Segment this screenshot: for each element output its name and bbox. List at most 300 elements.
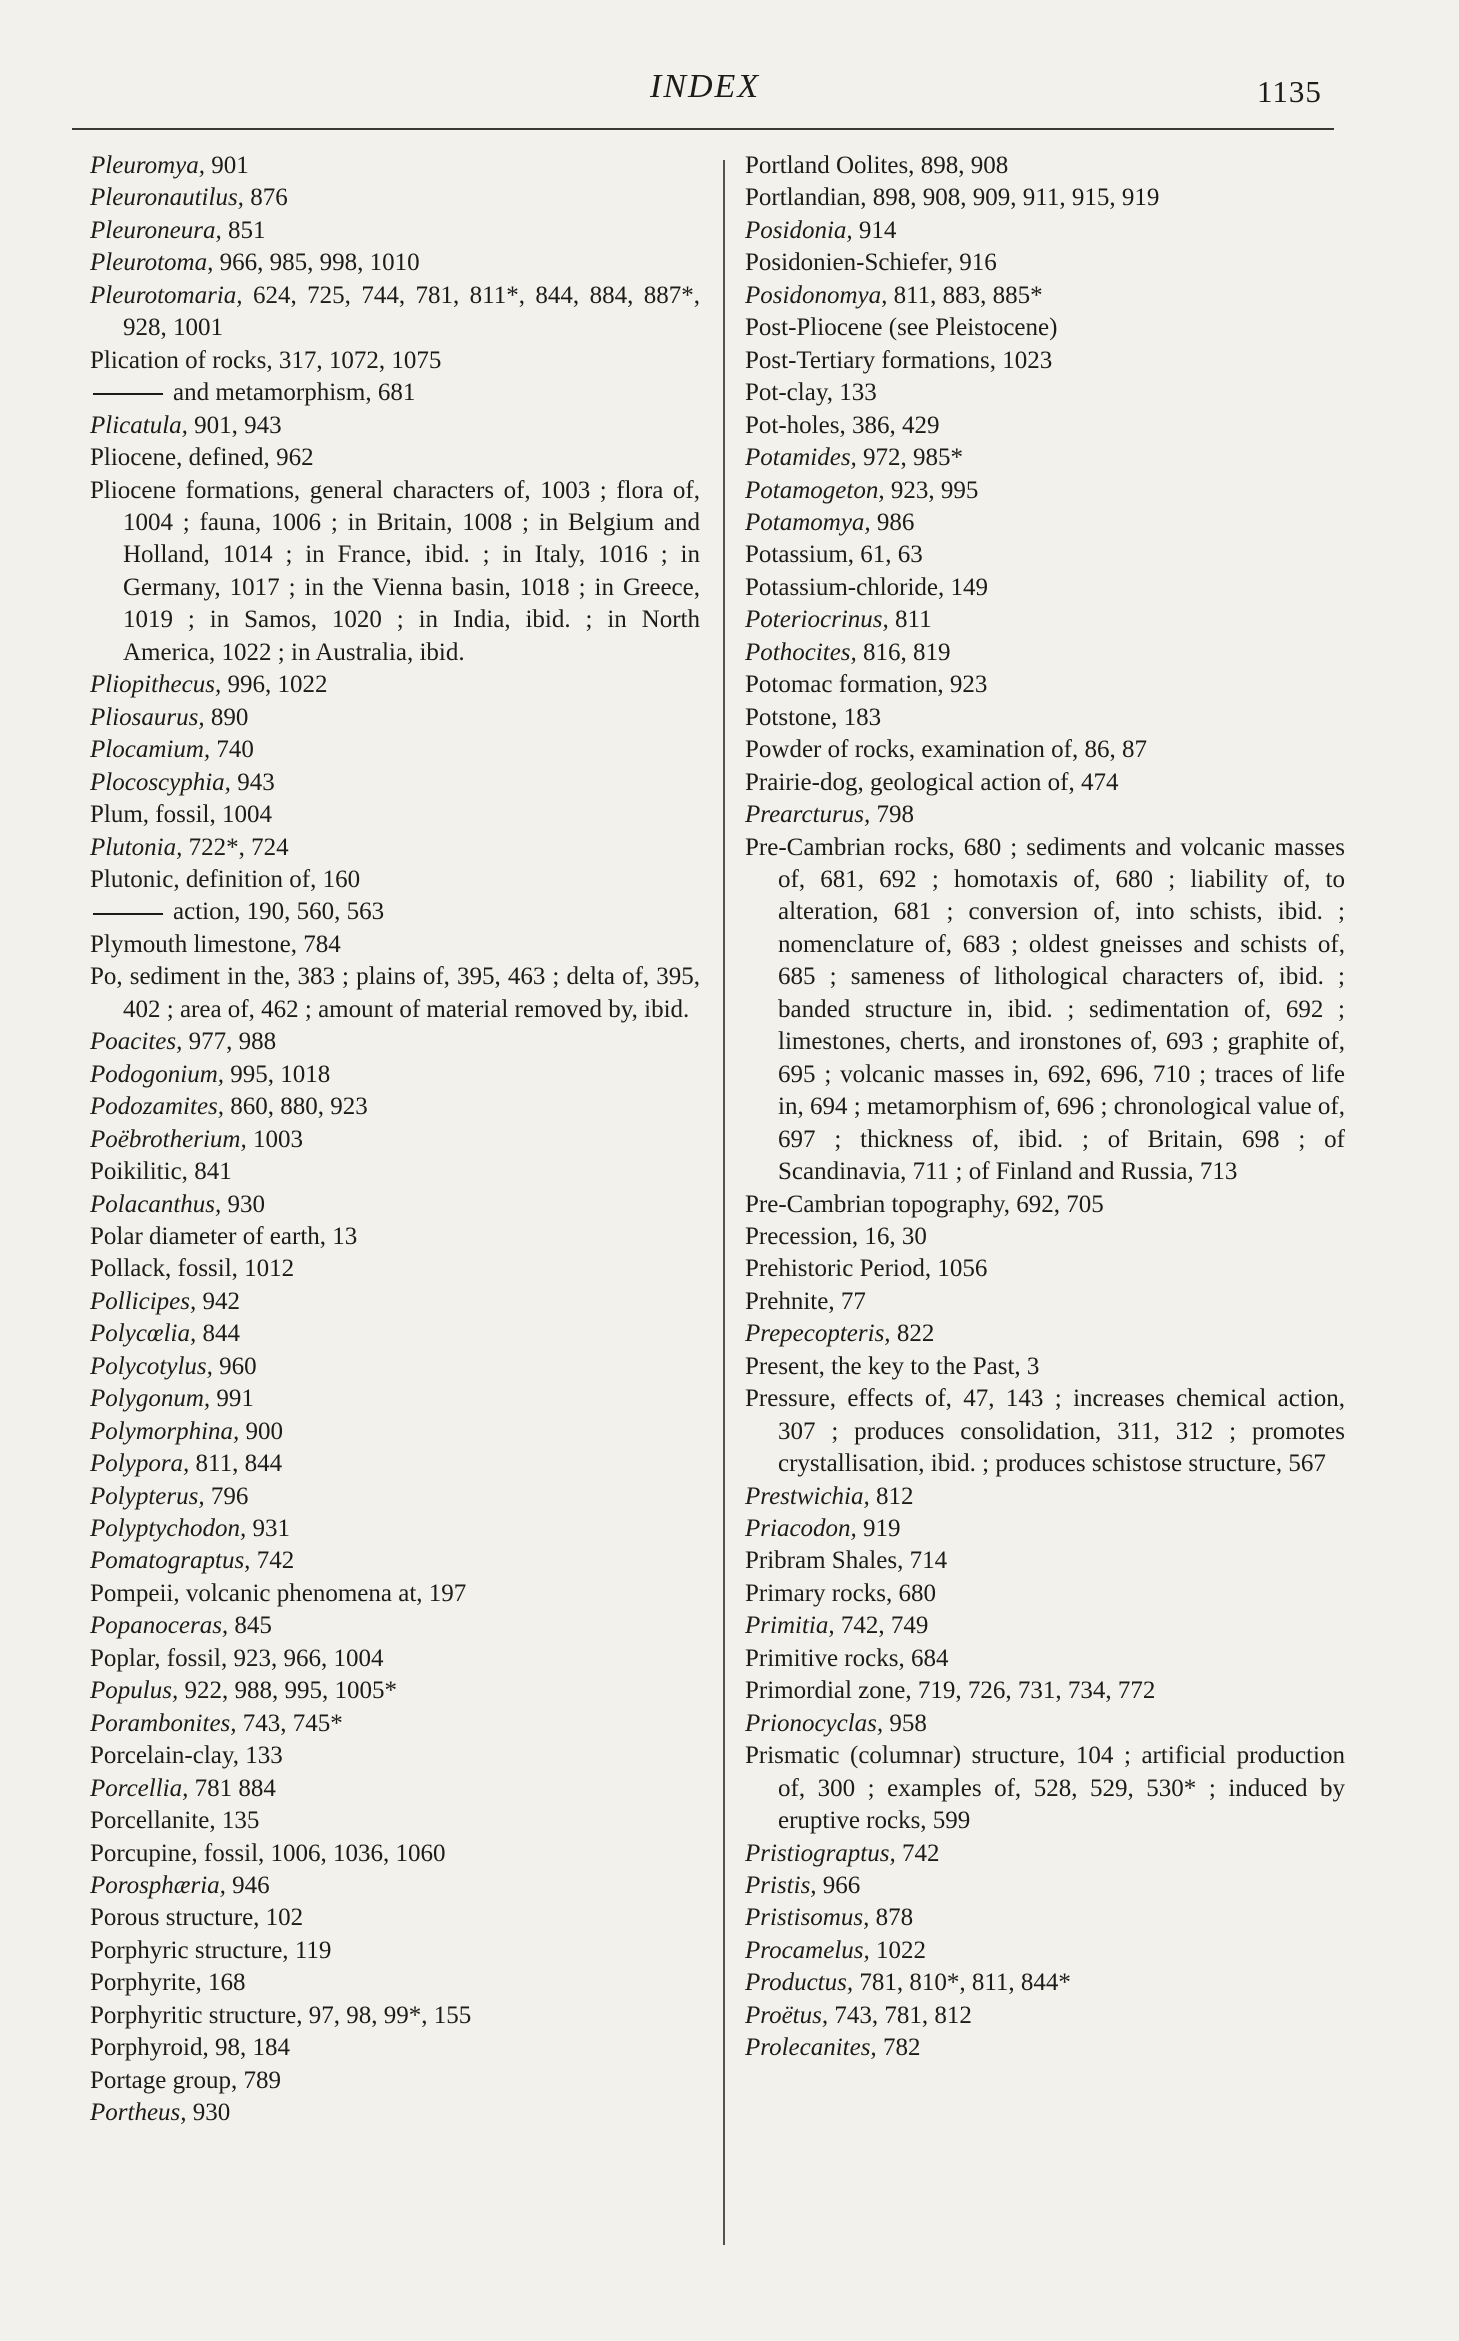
index-term: Polypterus, [90,1482,205,1510]
index-refs: 851 [221,216,266,244]
index-entry [745,1578,1345,1610]
index-refs: 784 [296,930,341,958]
index-entry [90,1967,700,1999]
index-term: Poikilitic, [90,1158,188,1186]
index-refs: 946 [225,1872,270,1900]
index-refs: 811, 844 [189,1450,283,1478]
index-refs: 962 [269,444,314,472]
index-entry [745,1221,1345,1253]
index-term: Pot-holes, [745,411,846,439]
index-refs: 943 [230,768,275,796]
index-entry [90,832,700,864]
index-entry [745,669,1345,701]
index-entry [90,1838,700,1870]
index-refs: 876 [243,184,288,212]
index-refs: 684 [904,1644,949,1672]
index-term: Prearcturus, [745,801,871,829]
index-entry [90,1643,700,1675]
index-term: Plocamium, [90,736,211,764]
index-entry [90,896,700,928]
index-refs: 97, 98, 99*, 155 [302,2001,472,2029]
index-term: Polycœlia, [90,1320,197,1348]
index-entry [90,1318,700,1350]
index-term: Portlandian, [745,184,867,212]
index-entry [90,1740,700,1772]
index-entry [745,604,1345,636]
index-refs: 190, 560, 563 [240,898,385,926]
index-entry [90,767,700,799]
index-refs: 812 [869,1482,914,1510]
index-entry [745,247,1345,279]
index-refs: 923, 966, 1004 [227,1644,384,1672]
index-term: Portage group, [90,2066,238,2094]
index-entry [90,1059,700,1091]
index-refs: 966 [816,1872,861,1900]
index-entry [745,539,1345,571]
index-term: Prehnite, [745,1287,835,1315]
index-refs: 782 [876,2034,921,2062]
index-refs: 811, 883, 885* [887,281,1043,309]
index-refs: 719, 726, 731, 734, 772 [911,1677,1156,1705]
index-refs: 995, 1018 [224,1060,331,1088]
index-term: Pollack, fossil, [90,1255,238,1283]
index-entry [90,150,700,182]
index-term: Popanoceras, [90,1612,229,1640]
index-entry [745,1253,1345,1285]
index-term: Portland Oolites, [745,152,915,179]
index-term: Powder of rocks, examination of, [745,736,1079,764]
index-refs: 781 884 [188,1774,276,1802]
index-entry [90,1221,700,1253]
index-entry [90,1773,700,1805]
index-term: Pot-clay, [745,379,833,407]
index-entry [745,1643,1345,1675]
index-term: Podogonium, [90,1060,225,1088]
index-term: Plutonia, [90,833,183,861]
index-entry [90,1675,700,1707]
index-term: Plutonic, definition of, [90,865,317,893]
index-refs: 119 [288,1936,332,1964]
index-term: Porphyrite, [90,1969,202,1997]
index-term: Plication of rocks, [90,346,273,374]
index-term: Pliocene formations, general characters of, [90,476,531,504]
index-term: Porosphæria, [90,1872,226,1900]
index-entry [90,702,700,734]
index-entry [90,1351,700,1383]
index-term: Pleurotoma, [90,249,214,277]
index-refs: 680 ; sediments and volcanic masses of, 681, 692 ; homotaxis of, 680 ; liability of, to alteration, 681 ; conversion of, into schists, ibid. ; nomenclature of, 683 ; oldest gneisses and schists of, 685 ; sameness of lithological characters of, ibid. ; banded structure in, ibid. ; sedimentation of, 692 ; limestones, cherts, and ironstones of, 693 ; graphite of, 695 ; volcanic masses in, 692, 696, 710 ; traces of life in, 694 ; metamorphism of, 696 ; chronological value of, 697 ; thickness of, ibid. ; of Britain, 698 ; of Scandinavia, 711 ; of Finland and Russia, 713 [778,833,1345,1186]
header-rule [72,128,1334,130]
column-divider [723,160,725,2245]
index-entry [745,1318,1345,1350]
index-term: Porphyritic structure, [90,2001,303,2029]
index-entry [745,702,1345,734]
index-entry [745,475,1345,507]
index-refs: 923, 995 [884,476,979,504]
index-entry [745,2000,1345,2032]
index-entry [90,410,700,442]
index-entry [90,799,700,831]
page-title: INDEX [650,68,761,105]
index-term: Primitive rocks, [745,1644,905,1672]
index-entry [90,2097,700,2129]
index-term: Posidonien-Schiefer, [745,249,953,277]
index-entry [90,734,700,766]
index-entry [745,1481,1345,1513]
index-term: Podozamites, [90,1093,225,1121]
index-refs: 898, 908 [914,152,1009,179]
index-entry [90,377,700,409]
index-term: Prehistoric Period, [745,1255,932,1283]
index-entry [745,1351,1345,1383]
index-term: Prairie-dog, geological action of, [745,768,1075,796]
index-entry [90,1156,700,1188]
index-entry [90,1935,700,1967]
index-term: Porphyroid, [90,2034,209,2062]
index-term: Pollicipes, [90,1287,197,1315]
index-refs: 845 [228,1612,272,1640]
index-term: Productus, [745,1969,854,1997]
index-entry [745,734,1345,766]
index-term: Po, sediment in the, [90,963,291,991]
repeat-dash [93,393,163,395]
index-refs: 916 [952,249,997,277]
index-term: Prepecopteris, [745,1320,891,1348]
index-refs: 991 [210,1385,254,1413]
index-entry [745,1838,1345,1870]
index-refs: 789 [237,2066,281,2094]
index-term: Primitia, [745,1612,835,1640]
index-entry [745,1740,1345,1837]
index-refs: 1006, 1036, 1060 [264,1839,446,1867]
index-entry [90,475,700,670]
index-entry [90,1091,700,1123]
index-term: Plicatula, [90,411,188,439]
index-refs: 692, 705 [1009,1190,1104,1218]
index-refs: 796 [204,1482,249,1510]
index-entry [745,1967,1345,1999]
index-entry [745,1935,1345,1967]
index-term: Pleuroneura, [90,216,222,244]
index-refs: 811 [888,606,932,634]
index-refs: 1023 [995,346,1053,374]
index-term: Porcellanite, [90,1807,216,1835]
index-entry [745,2032,1345,2064]
page-header [0,62,1459,122]
index-entry [90,929,700,961]
index-entry [90,864,700,896]
index-term: Precession, [745,1222,859,1250]
index-term: Prestwichia, [745,1482,870,1510]
index-entry [90,1805,700,1837]
index-entry [745,1286,1345,1318]
index-refs: 135 [215,1807,260,1835]
index-entry [90,1448,700,1480]
index-refs: 13 [326,1222,358,1250]
index-entry [90,669,700,701]
index-refs: 930 [221,1190,265,1218]
index-entry [745,799,1345,831]
index-entry [90,1708,700,1740]
index-entry [90,1416,700,1448]
index-term: Polycotylus, [90,1352,213,1380]
index-term: Poteriocrinus, [745,606,889,634]
index-entry [745,410,1345,442]
index-term: Post-Tertiary formations, [745,346,996,374]
index-entry [745,1189,1345,1221]
repeat-dash [93,913,163,915]
index-refs: 743, 781, 812 [828,2001,972,2029]
index-term: Potamides, [745,444,857,472]
index-entry [90,215,700,247]
index-entry [745,1383,1345,1480]
index-entry [90,2065,700,2097]
index-refs: 168 [201,1969,246,1997]
index-entry [745,637,1345,669]
index-entry [90,2000,700,2032]
index-entry [745,182,1345,214]
index-refs: 197 [422,1579,467,1607]
index-refs: 47, 143 ; increases chemical action, 307 ; produces consolidation, 311, 312 ; promotes crystallisation, ibid. ; produces schistose structure, 567 [778,1385,1345,1478]
index-term: Primary rocks, [745,1579,893,1607]
index-term: Pothocites, [745,638,857,666]
index-term: Porcupine, fossil, [90,1839,265,1867]
index-refs: 383 ; plains of, 395, 463 ; delta of, 395, 402 ; area of, 462 ; amount of material removed by, ibid. [123,963,701,1023]
index-refs: 3 [1020,1352,1040,1380]
index-entry [745,767,1345,799]
index-term: Plymouth limestone, [90,930,297,958]
index-refs: 317, 1072, 1075 [272,346,442,374]
index-entry [90,1870,700,1902]
index-term: Poplar, fossil, [90,1644,228,1672]
index-entry [745,507,1345,539]
index-entry [90,1610,700,1642]
index-term: Pre-Cambrian topography, [745,1190,1010,1218]
index-term: Populus, [90,1677,179,1705]
index-entry [745,215,1345,247]
index-entry [90,2032,700,2064]
index-entry [745,1545,1345,1577]
index-entry [90,1189,700,1221]
index-refs: 133 [239,1742,283,1770]
index-refs: 680 [892,1579,936,1607]
index-refs: 972, 985* [856,444,964,472]
index-term: Pristiograptus, [745,1839,896,1867]
index-refs: 931 [246,1515,290,1543]
index-term: Procamelus, [745,1936,870,1964]
index-term: Prionocyclas, [745,1709,884,1737]
index-term: Posidonomya, [745,281,888,309]
index-refs: 386, 429 [845,411,940,439]
index-entry [745,442,1345,474]
index-term: Pribram Shales, [745,1547,904,1575]
index-refs: 919 [856,1515,901,1543]
index-refs: 958 [883,1709,927,1737]
index-term: Pliopithecus, [90,671,222,699]
index-term: Poëbrotherium, [90,1125,247,1153]
index-refs: 681 [371,379,416,407]
index-term: Potamomya, [745,508,871,536]
index-entry [745,1902,1345,1934]
index-refs: 960 [212,1352,257,1380]
index-term: Porphyric structure, [90,1936,289,1964]
index-entry [90,1545,700,1577]
index-entry [745,1675,1345,1707]
index-entry [745,1513,1345,1545]
index-refs: 149 [944,573,989,601]
index-term: Pliocene, defined, [90,444,270,472]
index-refs: 901 [205,152,249,179]
index-refs: 901, 943 [187,411,282,439]
index-refs: 742 [895,1839,940,1867]
index-term: Proëtus, [745,2001,829,2029]
index-term: Plum, fossil, [90,801,216,829]
index-term: Pristisomus, [745,1904,870,1932]
index-refs: 624, 725, 744, 781, 811*, 844, 884, 887*, 928, 1001 [123,281,700,342]
index-entry [90,1124,700,1156]
left-index-column [90,150,700,2130]
index-entry [745,1610,1345,1642]
right-index-column [745,150,1345,2065]
index-entry [745,1870,1345,1902]
index-term: Poacites, [90,1028,183,1056]
page-number: 1135 [1257,74,1322,109]
index-refs: 1022 [869,1936,926,1964]
index-entry [745,345,1345,377]
index-term: action, [173,898,241,926]
index-term: Porcelain-clay, [90,1742,239,1770]
index-refs: 798 [870,801,914,829]
index-entry [90,1286,700,1318]
index-refs: 942 [196,1287,240,1315]
index-refs: 966, 985, 998, 1010 [213,249,420,277]
index-refs: (see Pleistocene) [882,314,1058,342]
index-entry [745,832,1345,1189]
index-entry [745,572,1345,604]
index-refs: 104 ; artificial production of, 300 ; examples of, 528, 529, 530* ; induced by eruptive rocks, 599 [778,1742,1345,1835]
index-entry [745,150,1345,182]
index-term: Potassium-chloride, [745,573,945,601]
index-term: Polygonum, [90,1385,211,1413]
index-term: Posidonia, [745,216,853,244]
index-refs: 1056 [931,1255,988,1283]
index-refs: 474 [1074,768,1119,796]
index-term: Porcellia, [90,1774,189,1802]
index-refs: 781, 810*, 811, 844* [853,1969,1071,1997]
index-refs: 1003 ; flora of, 1004 ; fauna, 1006 ; in Britain, 1008 ; in Belgium and Holland, 1014 ; in France, ibid. ; in Italy, 1016 ; in Germany, 1017 ; in the Vienna basin, 1018 ; in Greece, 1019 ; in Samos, 1020 ; in India, ibid. ; in North America, 1022 ; in Australia, ibid. [123,476,700,666]
index-entry [90,961,700,1026]
index-term: Porambonites, [90,1709,237,1737]
index-term: Prolecanites, [745,2034,877,2062]
index-refs: 86, 87 [1078,736,1148,764]
index-term: Potamogeton, [745,476,885,504]
index-refs: 183 [837,703,882,731]
index-entry [90,182,700,214]
index-term: Priacodon, [745,1515,857,1543]
index-term: Post-Pliocene [745,314,883,342]
index-entry [90,1253,700,1285]
index-term: Present, the key to the Past, [745,1352,1021,1380]
index-refs: 841 [187,1158,232,1186]
index-term: Pristis, [745,1872,817,1900]
index-term: Plocoscyphia, [90,768,231,796]
index-entry [90,280,700,345]
index-refs: 740 [210,736,254,764]
index-entry [745,377,1345,409]
index-entry [90,247,700,279]
index-term: Primordial zone, [745,1677,912,1705]
index-refs: 742, 749 [834,1612,929,1640]
index-entry [745,312,1345,344]
index-refs: 878 [869,1904,914,1932]
index-refs: 860, 880, 923 [224,1093,368,1121]
index-term: Polymorphina, [90,1417,240,1445]
index-refs: 102 [259,1904,304,1932]
index-entry [745,280,1345,312]
index-refs: 1004 [215,801,272,829]
index-term: Polacanthus, [90,1190,222,1218]
index-entry [745,1708,1345,1740]
index-refs: 923 [943,671,988,699]
index-refs: 914 [852,216,897,244]
index-term: Polypora, [90,1450,190,1478]
index-refs: 77 [834,1287,866,1315]
index-term: Pomatograptus, [90,1547,251,1575]
index-refs: 900 [239,1417,284,1445]
index-term: Polyptychodon, [90,1515,247,1543]
index-entry [90,1026,700,1058]
index-entry [90,1383,700,1415]
index-term: Pleuromya, [90,152,206,179]
index-refs: 133 [832,379,877,407]
index-term: Pleuronautilus, [90,184,244,212]
index-term: Potassium, [745,541,855,569]
index-refs: 61, 63 [854,541,923,569]
index-entry [90,442,700,474]
index-term: Pressure, effects of, [745,1385,952,1413]
index-term: Porous structure, [90,1904,260,1932]
index-entry [90,1481,700,1513]
index-term: Prismatic (columnar) structure, [745,1742,1066,1770]
index-term: and metamorphism, [173,379,372,407]
index-refs: 922, 988, 995, 1005* [178,1677,397,1705]
index-refs: 822 [890,1320,935,1348]
index-refs: 844 [196,1320,240,1348]
index-refs: 977, 988 [182,1028,277,1056]
index-term: Pre-Cambrian rocks, [745,833,955,861]
index-term: Pleurotomaria, [90,281,243,309]
index-term: Potstone, [745,703,838,731]
index-entry [90,1513,700,1545]
index-term: Polar diameter of earth, [90,1222,327,1250]
index-refs: 898, 908, 909, 911, 915, 919 [866,184,1160,212]
index-refs: 816, 819 [856,638,951,666]
index-refs: 986 [870,508,915,536]
index-refs: 890 [204,703,249,731]
index-refs: 996, 1022 [221,671,328,699]
index-refs: 714 [903,1547,948,1575]
index-refs: 930 [186,2099,231,2127]
index-term: Pliosaurus, [90,703,205,731]
index-term: Portheus, [90,2099,187,2127]
index-refs: 1003 [246,1125,303,1153]
index-refs: 16, 30 [858,1222,927,1250]
index-refs: 742 [250,1547,295,1575]
index-refs: 743, 745* [236,1709,343,1737]
index-term: Potomac formation, [745,671,944,699]
index-refs: 98, 184 [208,2034,290,2062]
index-entry [90,1902,700,1934]
